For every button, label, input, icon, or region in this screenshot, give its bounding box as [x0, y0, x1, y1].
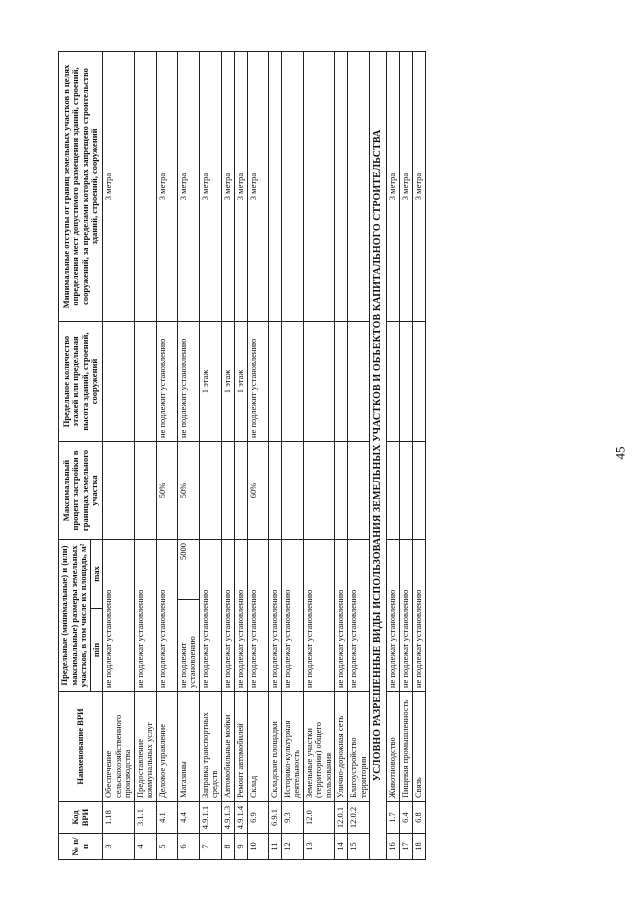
row-percent: [103, 442, 135, 540]
table-row: [234, 52, 247, 860]
row-name: Обеспечение сельскохозяйственного производства: [103, 692, 135, 802]
row-setback: 3 метра: [177, 52, 199, 322]
row-setback: 3 метра: [386, 52, 399, 322]
row-min: не подлежит установлению: [177, 636, 198, 688]
row-code: 1.18: [103, 802, 135, 834]
row-min: не подлежат установлению: [348, 540, 370, 692]
row-floors: [281, 322, 303, 442]
row-min: не подлежат установлению: [156, 540, 177, 692]
row-floors: [335, 322, 348, 442]
row-percent: [268, 442, 281, 540]
row-setback: 3 метра: [399, 52, 412, 322]
row-percent: [134, 442, 156, 540]
row-num: 8: [221, 834, 234, 860]
row-setback: 3 метра: [199, 52, 221, 322]
row-setback: 3 метра: [103, 52, 135, 322]
row-floors: 1 этаж: [234, 322, 247, 442]
row-floors: 1 этаж: [199, 322, 221, 442]
row-code: 4.4: [177, 802, 199, 834]
row-setback: 3 метра: [156, 52, 177, 322]
row-min: не подлежат установлению: [234, 540, 247, 692]
table-row: [335, 52, 348, 860]
header-max: max: [91, 540, 103, 609]
header-min-max: [90, 540, 103, 692]
row-name: Склад: [247, 692, 268, 802]
row-floors: 1 этаж: [221, 322, 234, 442]
row-min: не подлежат установлению: [247, 540, 268, 692]
row-floors: [268, 322, 281, 442]
header-setbacks: Минимальные отступы от границ земельных участков в целях определения мест допустимого размещения зданий, строений, сооружений, за пределами которых запрещено строительство зданий, строений, сооружений: [59, 52, 103, 322]
row-name: Магазины: [177, 692, 199, 802]
row-min: не подлежат установлению: [386, 540, 399, 692]
row-setback: 3 метра: [247, 52, 268, 322]
table-row: [386, 52, 399, 860]
row-name: Предоставление коммунальных услуг: [134, 692, 156, 802]
row-code: 9.3: [281, 802, 303, 834]
table-row: [199, 52, 221, 860]
row-floors: [386, 322, 399, 442]
row-min: не подлежат установлению: [281, 540, 303, 692]
row-num: 13: [303, 834, 335, 860]
row-setback: [134, 52, 156, 322]
row-name: Ремонт автомобилей: [234, 692, 247, 802]
table-row: [268, 52, 281, 860]
row-code: 12.0: [303, 802, 335, 834]
row-code: 4.9.1.4: [234, 802, 247, 834]
row-percent: [281, 442, 303, 540]
row-min: не подлежат установлению: [335, 540, 348, 692]
row-code: 12.0.1: [335, 802, 348, 834]
row-name: Заправка транспортных средств: [199, 692, 221, 802]
row-percent: [348, 442, 370, 540]
row-min: не подлежат установлению: [268, 540, 281, 692]
row-min: не подлежат установлению: [199, 540, 221, 692]
table-row: [247, 52, 268, 860]
table-row: [221, 52, 234, 860]
row-num: 11: [268, 834, 281, 860]
row-setback: [281, 52, 303, 322]
table-row: [399, 52, 412, 860]
row-name: Улично-дорожная сеть: [335, 692, 348, 802]
row-num: 15: [348, 834, 370, 860]
row-code: 6.4: [399, 802, 412, 834]
row-code: 3.1.1: [134, 802, 156, 834]
row-floors: [348, 322, 370, 442]
row-percent: [199, 442, 221, 540]
row-num: 14: [335, 834, 348, 860]
row-percent: 50%: [177, 442, 199, 540]
row-num: 16: [386, 834, 399, 860]
row-floors: [103, 322, 135, 442]
row-percent: [399, 442, 412, 540]
row-min: не подлежат установлению: [412, 540, 425, 692]
row-num: 3: [103, 834, 135, 860]
header-code: Код ВРИ: [59, 802, 103, 834]
row-num: 12: [281, 834, 303, 860]
row-floors: не подлежит установлению: [177, 322, 199, 442]
row-percent: [234, 442, 247, 540]
table-row: [156, 52, 177, 860]
row-name: Историко-культурная деятельность: [281, 692, 303, 802]
row-min: не подлежат установлению: [221, 540, 234, 692]
row-percent: 50%: [156, 442, 177, 540]
row-percent: [221, 442, 234, 540]
header-num: № п/п: [59, 834, 103, 860]
rotated-table-container: [58, 52, 542, 860]
row-code: 12.0.2: [348, 802, 370, 834]
row-setback: 3 метра: [221, 52, 234, 322]
row-min: не подлежат установлению: [399, 540, 412, 692]
row-name: Животноводство: [386, 692, 399, 802]
row-floors: [412, 322, 425, 442]
row-setback: 3 метра: [234, 52, 247, 322]
row-floors: [303, 322, 335, 442]
row-percent: [335, 442, 348, 540]
row-floors: не подлежит установлению: [156, 322, 177, 442]
zoning-regulations-table: [58, 51, 426, 860]
section-title: УСЛОВНО РАЗРЕШЕННЫЕ ВИДЫ ИСПОЛЬЗОВАНИЯ ЗЕМЕЛЬНЫХ УЧАСТКОВ И ОБЪЕКТОВ КАПИТАЛЬНОГО СТРОИТЕЛЬСТВА: [370, 52, 386, 860]
row-floors: [399, 322, 412, 442]
row-name: Деловое управление: [156, 692, 177, 802]
row-name: Автомобильные мойки: [221, 692, 234, 802]
row-name: Складские площадки: [268, 692, 281, 802]
row-code: 4.9.1.1: [199, 802, 221, 834]
row-min: не подлежат установлению: [134, 540, 156, 692]
table-row: [412, 52, 425, 860]
table-row: [103, 52, 135, 860]
row-num: 4: [134, 834, 156, 860]
row-name: Благоустройство территории: [348, 692, 370, 802]
row-num: 18: [412, 834, 425, 860]
row-min-max: [177, 540, 199, 692]
row-num: 10: [247, 834, 268, 860]
header-percent: Максимальный процент застройки в границах земельного участка: [59, 442, 103, 540]
row-percent: 60%: [247, 442, 268, 540]
row-code: 6.9.1: [268, 802, 281, 834]
row-name: Связь: [412, 692, 425, 802]
header-floors: Предельное количество этажей или предельная высота зданий, строений, сооружений: [59, 322, 103, 442]
page-number: 45: [612, 446, 627, 459]
page-number-container: [600, 0, 640, 905]
table-row: [348, 52, 370, 860]
row-setback: [268, 52, 281, 322]
table-row: [177, 52, 199, 860]
row-code: 4.1: [156, 802, 177, 834]
row-max: 5000: [178, 540, 199, 600]
row-setback: [303, 52, 335, 322]
header-sizes: Предельные (минимальные) и (или) максимальные) размеры земельных участков, в том числе их площадь, м²: [59, 540, 91, 692]
row-min: не подлежат установлению: [303, 540, 335, 692]
row-num: 9: [234, 834, 247, 860]
section-row: [370, 52, 386, 860]
row-min: не подлежат установлению: [103, 540, 135, 692]
header-name: Наименование ВРИ: [59, 692, 103, 802]
row-percent: [303, 442, 335, 540]
row-name: Земельные участки (территории) общего пользования: [303, 692, 335, 802]
row-num: 7: [199, 834, 221, 860]
table-row: [303, 52, 335, 860]
row-code: 1.7: [386, 802, 399, 834]
header-min: min: [90, 642, 101, 658]
row-setback: [348, 52, 370, 322]
row-num: 17: [399, 834, 412, 860]
row-code: 6.8: [412, 802, 425, 834]
row-floors: не подлежит установлению: [247, 322, 268, 442]
row-percent: [412, 442, 425, 540]
row-code: 4.9.1.3: [221, 802, 234, 834]
row-code: 6.9: [247, 802, 268, 834]
table-row: [134, 52, 156, 860]
row-floors: [134, 322, 156, 442]
table-row: [281, 52, 303, 860]
row-num: 6: [177, 834, 199, 860]
row-num: 5: [156, 834, 177, 860]
row-name: Пищевая промышленность: [399, 692, 412, 802]
row-percent: [386, 442, 399, 540]
row-setback: 3 метра: [412, 52, 425, 322]
row-setback: [335, 52, 348, 322]
